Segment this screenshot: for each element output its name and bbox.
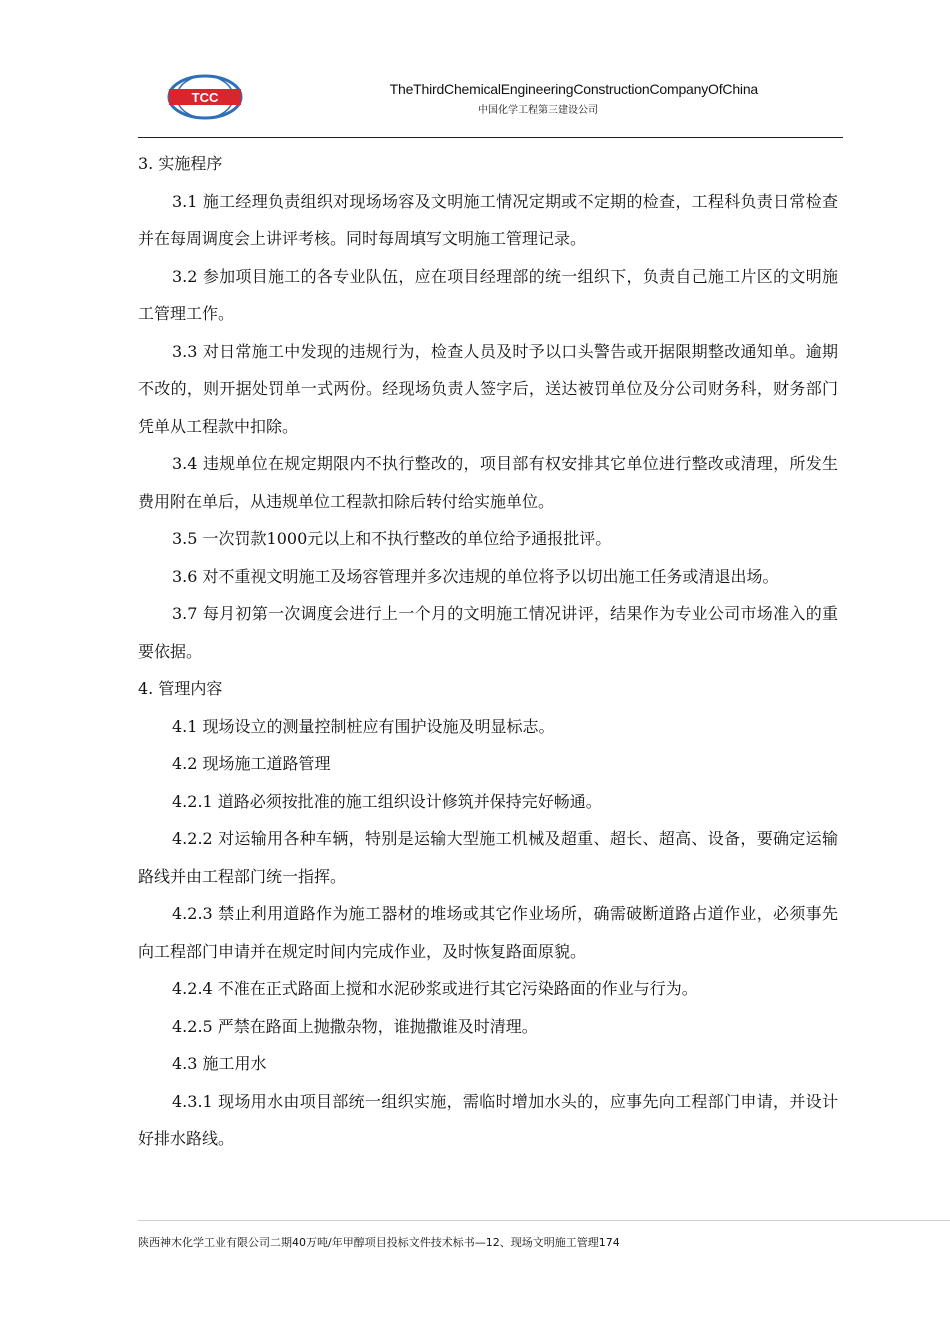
body-paragraph: 3.2 参加项目施工的各专业队伍，应在项目经理部的统一组织下，负责自己施工片区的文明施工管理工作。 (138, 266, 838, 323)
page-footer: 陕西神木化学工业有限公司二期40万吨/年甲醇项目投标文件技术标书—12、现场文明施工管理174 (138, 1236, 620, 1249)
body-paragraph: 3.3 对日常施工中发现的违规行为，检查人员及时予以口头警告或开据限期整改通知单。逾期不改的，则开据处罚单一式两份。经现场负责人签字后，送达被罚单位及分公司财务科，财务部门凭单从工程款中扣除。 (138, 341, 838, 436)
body-paragraph: 4.2.1 道路必须按批准的施工组织设计修筑并保持完好畅通。 (172, 791, 602, 811)
body-paragraph: 4.2.4 不准在正式路面上搅和水泥砂浆或进行其它污染路面的作业与行为。 (172, 979, 698, 998)
body-paragraph: 3.7 每月初第一次调度会进行上一个月的文明施工情况讲评，结果作为专业公司市场准入的重要依据。 (138, 604, 838, 661)
section-heading: 3. 实施程序 (138, 154, 223, 173)
body-paragraph: 4.3 施工用水 (172, 1054, 267, 1073)
company-name-cn: 中国化学工程第三建设公司 (478, 105, 598, 116)
body-paragraph: 4.1 现场设立的测量控制桩应有围护设施及明显标志。 (172, 716, 555, 736)
body-paragraph: 3.4 违规单位在规定期限内不执行整改的，项目部有权安排其它单位进行整改或清理，所发生费用附在单后，从违规单位工程款扣除后转付给实施单位。 (138, 454, 838, 511)
body-paragraph: 4.3.1 现场用水由项目部统一组织实施，需临时增加水头的，应事先向工程部门申请，并设计好排水路线。 (138, 1091, 838, 1148)
body-paragraph: 4.2.3 禁止利用道路作为施工器材的堆场或其它作业场所，确需破断道路占道作业，必须事先向工程部门申请并在规定时间内完成作业，及时恢复路面原貌。 (138, 904, 838, 961)
body-paragraph: 4.2.5 严禁在路面上抛撒杂物，谁抛撒谁及时清理。 (172, 1016, 538, 1036)
header-divider (138, 137, 843, 138)
body-paragraph: 3.1 施工经理负责组织对现场场容及文明施工情况定期或不定期的检查，工程科负责日常检查并在每周调度会上讲评考核。同时每周填写文明施工管理记录。 (138, 191, 838, 248)
document-body (138, 145, 838, 1158)
body-paragraph: 4.2 现场施工道路管理 (172, 754, 331, 773)
section-heading: 4. 管理内容 (138, 679, 223, 698)
body-paragraph: 4.2.2 对运输用各种车辆，特别是运输大型施工机械及超重、超长、超高、设备，要确定运输路线并由工程部门统一指挥。 (138, 829, 838, 886)
tcc-logo (166, 74, 244, 120)
svg-text:TCC: TCC (191, 90, 219, 105)
footer-divider (138, 1220, 950, 1221)
page-header (138, 70, 843, 136)
company-name-en: TheThirdChemicalEngineeringConstructionCompanyOfChina (389, 81, 758, 97)
body-paragraph: 3.6 对不重视文明施工及场容管理并多次违规的单位将予以切出施工任务或清退出场。 (172, 566, 779, 586)
body-paragraph: 3.5 一次罚款1000元以上和不执行整改的单位给予通报批评。 (172, 529, 612, 548)
